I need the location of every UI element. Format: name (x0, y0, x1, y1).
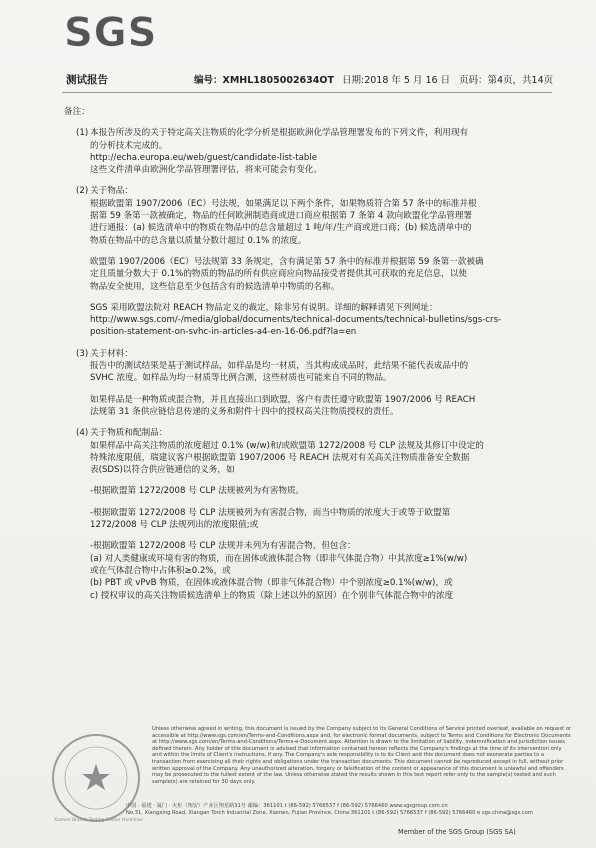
address-line-cn: 中国 · 福建 · 厦门 · 火炬（翔安）产业区翔星路31号 邮编：361101 t (86-592) 5766537 f (86-592) 5766460 www.sgsgroup.com.cn (126, 803, 448, 809)
address-line-en: No.31, Xiangxing Road, Xiangan Torch Industrial Zone, Xiamen, Fujian Province, China 361101 t (86-592) 5766537 f (86-592) 5766460 e sgs.china@sgs.com (126, 810, 533, 816)
section-1 (76, 127, 554, 176)
stamp-label: Xiamen Branch Testing Center Hardlines (54, 818, 143, 823)
section-line: 物品安全使用，这些信息至少包括含有的候选清单中物质的名称。 (90, 281, 340, 292)
remarks-label: 备注： (64, 107, 90, 117)
section-2 (76, 185, 554, 338)
section-line: SGS 采用欧盟法院对 REACH 物品定义的裁定，除非另有说明。详细的解释请见下列网址： (90, 302, 438, 313)
section-3 (76, 348, 554, 418)
section-line: 如果样品中高关注物质的浓度超过 0.1% (w/w)和/或欧盟第 1272/2008 号 CLP 法规及其修订中设定的 (90, 440, 484, 451)
bullet-line: (b) PBT 或 vPvB 物质，在固体或液体混合物（即非气体混合物）中个别浓度≥0.1%(w/w)，或 (90, 578, 453, 589)
report-header (66, 72, 576, 88)
report-title: 测试报告 (66, 74, 108, 86)
member-note: Member of the SGS Group (SGS SA) (398, 828, 516, 836)
report-number: 编号：XMHL1805002634OT (194, 75, 334, 86)
bullet-line: -根据欧盟第 1272/2008 号 CLP 法规被列为有害混合物，而当中物质的浓度大于或等于欧盟第 (90, 507, 451, 518)
section-line: 这些文件清单由欧洲化学品管理署评估，将来可能会有变化。 (90, 165, 323, 176)
section-heading: 关于物品： (90, 186, 133, 197)
bullet-line: 或在气体混合物中占体积≥0.2%，或 (90, 565, 231, 576)
page-count: 页码：第4页，共14页 (459, 75, 554, 86)
bullet-line: 1272/2008 号 CLP 法规列出的浓度限值;或 (90, 520, 259, 531)
section-line: 欧盟第 1907/2006（EC）号法规第 33 条规定，含有满足第 57 条中的标准并根据第 59 条第一款被确 (90, 256, 484, 267)
section-line: 定且质量分数大于 0.1%的物质的物品的所有供应商应向物品接受者提供其可获取的充足信息，以使 (90, 269, 467, 280)
section-line: 本报告所涉及的关于特定高关注物质的化学分析是根据欧洲化学品管理署发布的下列文件，利用现有 (90, 128, 469, 139)
section-line: 表(SDS)以符合供应链通信的义务，如 (90, 465, 235, 476)
section-line: 物质在物品中的总含量以质量分数计超过 0.1% 的浓度。 (90, 235, 307, 246)
section-line: 根据欧盟第 1907/2006（EC）号法规，如果满足以下两个条件，如果物质符合第 57 条中的标准并根 (90, 198, 477, 209)
svg-text:SGS: SGS (64, 10, 158, 52)
header-divider (62, 92, 552, 93)
section-line: 法规第 31 条供应链信息传递的义务和附件十四中的授权高关注物质授权的责任。 (90, 406, 399, 417)
section-number: (1) (76, 128, 89, 139)
section-line: SVHC 浓度。如样品为均一材质等比例合测，这些材质也可能来自不同的物品。 (90, 373, 392, 384)
report-date: 日期:2018 年 5 月 16 日 (342, 75, 451, 86)
section-heading: 关于物质和配制品： (90, 428, 168, 439)
legal-footer: Unless otherwise agreed in writing, this document is issued by the Company subject to its General Conditions of Service printed overleaf, available on request or accessible at http://www.sgs.com/en/Terms-and-Conditions.aspx and, for electronic format documents, subject to Terms and Conditions for Electronic Documents at http://www.sgs.com/en/Terms-and-Conditions/Terms-e-Document.aspx. Attention is drawn to the limitation of liability, indemnification and jurisdiction issues defined therein. Any holder of this document is advised that information contained hereon reflects the Company's findings at the time of its intervention only and within the limits of Client's instructions, if any. The Company's sole responsibility is to its Client and this document does not exonerate parties to a transaction from exercising all their rights and obligations under the transaction documents. This document cannot be reproduced except in full, without prior written approval of the Company. Any unauthorized alteration, forgery or falsification of the content or appearance of this document is unlawful and offenders may be prosecuted to the fullest extent of the law. Unless otherwise stated the results shown in this test report refer only to the sample(s) tested and such sample(s) are retained for 30 days only. (152, 726, 572, 785)
section-line: 据第 59 条第一款被确定，物品的任何欧洲制造商或进口商应根据第 7 条第 4 款向欧盟化学品管理署 (90, 211, 473, 222)
section-line: 的分析技术完成的。 (90, 140, 168, 151)
bullet-line: c) 授权审议的高关注物质候选清单上的物质（除上述以外的原因）在个别非气体混合物中的浓度 (90, 590, 454, 601)
address-block (126, 802, 566, 818)
bullet-line: (a) 对人类健康或环境有害的物质，而在固体或液体混合物（即非气体混合物）中其浓度≥1%(w/w) (90, 553, 468, 564)
bullet-line: -根据欧盟第 1272/2008 号 CLP 法规被列为有害物质。 (90, 486, 305, 497)
section-number: (4) (76, 428, 89, 439)
bullet-line: -根据欧盟第 1272/2008 号 CLP 法规并未列为有害混合物，但包含： (90, 541, 356, 552)
section-number: (2) (76, 186, 89, 197)
section-heading: 关于材料： (90, 348, 133, 359)
section-line: 如果样品是一种物质或混合物，并且直接出口到欧盟，客户有责任遵守欧盟第 1907/2006 号 REACH (90, 394, 476, 405)
section-4 (76, 427, 554, 602)
sgs-logo (62, 10, 162, 52)
section-line: 进行通报：(a) 候选清单中的物质在物品中的总含量超过 1 吨/年/生产商或进口商；(b) 候选清单中的 (90, 223, 472, 234)
remarks-content (64, 106, 554, 602)
sgs-link-cont: position-statement-on-svhc-in-articles-a4-en-16-06.pdf?la=en (90, 327, 357, 338)
echa-link: http://echa.europa.eu/web/guest/candidate-list-table (90, 152, 318, 163)
sgs-link: http://www.sgs.com/-/media/global/documents/technical-documents/technical-bulletins/sgs-crs- (90, 315, 502, 326)
section-line: 报告中的测试结果是基于测试样品，如样品是均一材质，当其构成成品时，此结果不能代表成品中的 (90, 361, 469, 372)
section-number: (3) (76, 348, 89, 359)
section-line: 特殊浓度限值，瑞建议客户根据欧盟第 1907/2006 号 REACH 法规对有关高关注物质准备安全数据 (90, 452, 470, 463)
